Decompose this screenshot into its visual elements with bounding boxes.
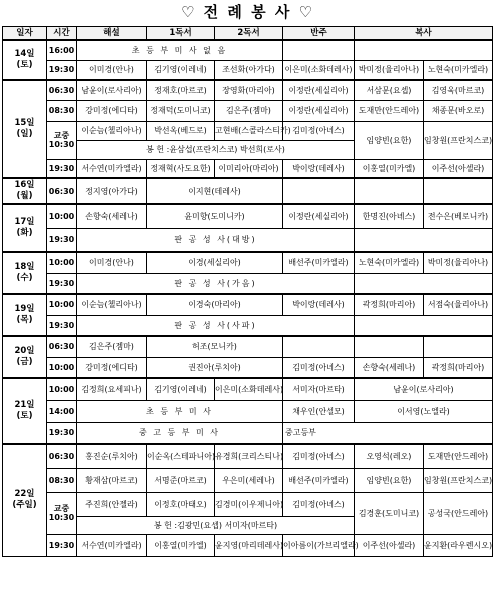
empty-cell bbox=[283, 178, 355, 204]
reading1-cell: 정재호(마르코) bbox=[147, 80, 215, 100]
altar-server-cell: 도재만(안드레아) bbox=[355, 100, 424, 121]
time-cell: 06:30 bbox=[47, 80, 77, 100]
header-row bbox=[3, 27, 493, 41]
table-row bbox=[3, 400, 493, 422]
altar-server-cell: 김경훈(도미니코) bbox=[355, 492, 424, 534]
time-cell: 08:30 bbox=[47, 468, 77, 492]
date-day: (주일) bbox=[12, 500, 37, 511]
date-cell bbox=[3, 204, 47, 252]
altar-server-cell: 이주선(아셀라) bbox=[355, 534, 424, 556]
altar-server-cell: 노현숙(미카엘라) bbox=[424, 60, 493, 80]
altar-server-cell: 임창원(프란치스코) bbox=[424, 121, 493, 159]
header-reading2: 2독서 bbox=[215, 27, 283, 41]
date-cell bbox=[3, 294, 47, 336]
reading1-cell: 이지현(데레사) bbox=[147, 178, 283, 204]
date-number: 14일 bbox=[14, 49, 35, 59]
time-value: 10:30 bbox=[48, 513, 75, 522]
table-row bbox=[3, 468, 493, 492]
page-title: ♡ 전 례 봉 사 ♡ bbox=[181, 3, 314, 21]
commentary-cell: 이미경(안나) bbox=[77, 252, 147, 273]
commentary-cell: 남윤이(로사리아) bbox=[77, 80, 147, 100]
reading1-cell: 이경숙(마리아) bbox=[147, 294, 283, 315]
reading1-cell: 윤미향(도미니카) bbox=[147, 204, 283, 228]
time-cell: 16:00 bbox=[47, 40, 77, 60]
date-cell bbox=[3, 40, 47, 80]
reading1-cell: 박선옥(베드로) bbox=[147, 121, 215, 140]
table-row bbox=[3, 422, 493, 444]
date-cell bbox=[3, 444, 47, 556]
altar-server-cell: 남윤이(로사리아) bbox=[355, 378, 493, 400]
reading2-cell: 유경희(크리스티나) bbox=[215, 444, 283, 468]
time-label: 교중 bbox=[53, 504, 70, 513]
time-cell: 19:30 bbox=[47, 422, 77, 444]
altar-server-cell: 노현숙(미카엘라) bbox=[355, 252, 424, 273]
commentary-cell: 황재삼(마르코) bbox=[77, 468, 147, 492]
date-number: 16일 bbox=[14, 180, 35, 190]
header-time: 시간 bbox=[47, 27, 77, 41]
empty-cell bbox=[283, 40, 355, 60]
reading1-cell: 허조(모니카) bbox=[147, 336, 283, 357]
date-number: 18일 bbox=[14, 262, 35, 272]
table-row bbox=[3, 378, 493, 400]
table-row bbox=[3, 294, 493, 315]
offertory-note: 봉 헌 :윤삼섭(프란치스코) 박선희(로사) bbox=[77, 140, 355, 159]
accompaniment-cell: 김미정(아녜스) bbox=[283, 492, 355, 516]
accompaniment-cell: 이정란(세실리아) bbox=[283, 204, 355, 228]
altar-server-cell: 채종문(바오로) bbox=[424, 100, 493, 121]
reading2-cell: 우은미(세레나) bbox=[215, 468, 283, 492]
time-cell: 10:00 bbox=[47, 378, 77, 400]
altar-server-cell: 곽정희(마리아) bbox=[424, 357, 493, 378]
table-row bbox=[3, 178, 493, 204]
time-cell: 19:30 bbox=[47, 315, 77, 336]
date-day: (토) bbox=[16, 411, 33, 421]
altar-server-cell: 이서영(노엘라) bbox=[355, 400, 493, 422]
commentary-cell: 강미정(에디타) bbox=[77, 357, 147, 378]
commentary-cell: 이순늠(첼리아나) bbox=[77, 294, 147, 315]
time-cell: 08:30 bbox=[47, 100, 77, 121]
commentary-cell: 서수연(미카엘라) bbox=[77, 534, 147, 556]
date-day: (수) bbox=[16, 273, 33, 283]
accompaniment-cell: 김미정(아녜스) bbox=[283, 121, 355, 140]
reading2-cell: 김은주(젬마) bbox=[215, 100, 283, 121]
reading1-cell: 이경(세실리아) bbox=[147, 252, 283, 273]
table-row bbox=[3, 252, 493, 273]
accompaniment-cell: 채우인(안셀모) bbox=[283, 400, 355, 422]
time-cell: 19:30 bbox=[47, 60, 77, 80]
reading2-cell: 김경미(이우제니아) bbox=[215, 492, 283, 516]
table-row bbox=[3, 357, 493, 378]
reading1-cell: 정재덕(도미니코) bbox=[147, 100, 215, 121]
accompaniment-cell: 이정란(세실리아) bbox=[283, 100, 355, 121]
altar-server-cell: 윤지환(라우렌시오) bbox=[424, 534, 493, 556]
altar-server-cell: 손향숙(세레나) bbox=[355, 357, 424, 378]
table-row bbox=[3, 273, 493, 294]
accompaniment-cell: 박이랑(데레사) bbox=[283, 159, 355, 178]
table-row bbox=[3, 315, 493, 336]
date-day: (일) bbox=[16, 129, 33, 139]
commentary-cell: 이미경(안나) bbox=[77, 60, 147, 80]
confession-note: 판 공 성 사(대방) bbox=[77, 228, 355, 252]
accompaniment-cell: 이아름이(가브리엘라) bbox=[283, 534, 355, 556]
table-row bbox=[3, 121, 493, 140]
commentary-cell: 주진희(안젤라) bbox=[77, 492, 147, 516]
date-number: 21일 bbox=[14, 400, 35, 410]
reading1-cell: 김기영(이레네) bbox=[147, 378, 215, 400]
header-commentary: 해설 bbox=[77, 27, 147, 41]
date-cell bbox=[3, 252, 47, 294]
altar-server-cell: 오영석(레오) bbox=[355, 444, 424, 468]
empty-cell bbox=[355, 178, 424, 204]
date-number: 22일 bbox=[14, 489, 35, 500]
time-value: 10:30 bbox=[48, 140, 75, 149]
date-cell bbox=[3, 178, 47, 204]
commentary-cell: 이순늠(첼리아나) bbox=[77, 121, 147, 140]
altar-server-cell: 서점숙(율리아나) bbox=[424, 294, 493, 315]
date-cell bbox=[3, 378, 47, 444]
table-row bbox=[3, 60, 493, 80]
reading1-cell: 서명준(마르코) bbox=[147, 468, 215, 492]
time-cell: 14:00 bbox=[47, 400, 77, 422]
commentary-cell: 정지영(아가다) bbox=[77, 178, 147, 204]
date-cell bbox=[3, 336, 47, 378]
time-cell: 06:30 bbox=[47, 336, 77, 357]
date-number: 15일 bbox=[14, 118, 35, 128]
date-day: (금) bbox=[16, 357, 33, 367]
time-cell: 10:00 bbox=[47, 204, 77, 228]
reading1-cell: 정재혁(사도요한) bbox=[147, 159, 215, 178]
empty-cell bbox=[355, 336, 424, 357]
header-reading1: 1독서 bbox=[147, 27, 215, 41]
reading2-cell: 장영화(마리아) bbox=[215, 80, 283, 100]
reading1-cell: 이정호(마태오) bbox=[147, 492, 215, 516]
altar-server-cell: 박미정(율리아나) bbox=[355, 60, 424, 80]
liturgy-schedule-table bbox=[2, 26, 493, 557]
reading2-cell: 이미리아(마리아) bbox=[215, 159, 283, 178]
time-cell: 10:00 bbox=[47, 357, 77, 378]
time-cell bbox=[47, 121, 77, 159]
commentary-cell: 김정희(요세피나) bbox=[77, 378, 147, 400]
empty-cell bbox=[424, 336, 493, 357]
altar-server-cell: 임창원(프란치스코) bbox=[424, 468, 493, 492]
altar-server-cell: 김영욱(마르코) bbox=[424, 80, 493, 100]
empty-cell bbox=[355, 40, 493, 60]
altar-server-cell: 이주선(아셀라) bbox=[424, 159, 493, 178]
reading1-cell: 이순옥(스테파니아) bbox=[147, 444, 215, 468]
altar-server-cell: 도재만(안드레아) bbox=[424, 444, 493, 468]
table-row bbox=[3, 492, 493, 516]
empty-cell bbox=[424, 178, 493, 204]
reading1-cell: 권진아(루치아) bbox=[147, 357, 283, 378]
time-cell: 10:00 bbox=[47, 294, 77, 315]
time-cell: 06:30 bbox=[47, 444, 77, 468]
confession-note: 판 공 성 사(가음) bbox=[77, 273, 355, 294]
span-note: 초 등 부 미 사 없 음 bbox=[77, 40, 283, 60]
commentary-cell: 손향숙(세레나) bbox=[77, 204, 147, 228]
reading2-cell: 고현배(스콜라스티카) bbox=[215, 121, 283, 140]
date-day: (목) bbox=[16, 315, 33, 325]
altar-server-cell: 한명진(아녜스) bbox=[355, 204, 424, 228]
commentary-cell: 서수연(미카엘라) bbox=[77, 159, 147, 178]
header-accompaniment: 반주 bbox=[283, 27, 355, 41]
altar-server-cell: 임양빈(요한) bbox=[355, 468, 424, 492]
time-cell: 19:30 bbox=[47, 228, 77, 252]
table-row bbox=[3, 444, 493, 468]
reading2-cell: 윤지영(마리데레사) bbox=[215, 534, 283, 556]
altar-server-cell: 전수은(베로니카) bbox=[424, 204, 493, 228]
time-cell bbox=[47, 492, 77, 534]
time-cell: 06:30 bbox=[47, 178, 77, 204]
table-row bbox=[3, 80, 493, 100]
table-row bbox=[3, 159, 493, 178]
altar-server-cell: 공성국(안드레아) bbox=[424, 492, 493, 534]
date-day: (월) bbox=[16, 191, 33, 201]
accompaniment-cell: 배선주(미카엘라) bbox=[283, 468, 355, 492]
table-row bbox=[3, 228, 493, 252]
accompaniment-cell: 박이랑(데레사) bbox=[283, 294, 355, 315]
time-label: 교중 bbox=[53, 131, 70, 140]
header-altar-server: 복사 bbox=[355, 27, 493, 41]
accompaniment-cell: 중고등부 bbox=[283, 422, 493, 444]
time-cell: 19:30 bbox=[47, 159, 77, 178]
table-row bbox=[3, 336, 493, 357]
confession-note: 판 공 성 사(사파) bbox=[77, 315, 355, 336]
accompaniment-cell: 김미정(아녜스) bbox=[283, 444, 355, 468]
empty-cell bbox=[355, 228, 493, 252]
accompaniment-cell: 이정란(세실리아) bbox=[283, 80, 355, 100]
commentary-cell: 강미정(에디타) bbox=[77, 100, 147, 121]
table-row bbox=[3, 40, 493, 60]
table-row bbox=[3, 534, 493, 556]
reading2-cell: 조선화(아가다) bbox=[215, 60, 283, 80]
date-number: 19일 bbox=[14, 304, 35, 314]
empty-cell bbox=[283, 336, 355, 357]
table-row bbox=[3, 100, 493, 121]
mass-note: 중 고 등 부 미 사 bbox=[77, 422, 283, 444]
accompaniment-cell: 김미정(아녜스) bbox=[283, 357, 355, 378]
mass-note: 초 등 부 미 사 bbox=[77, 400, 283, 422]
date-number: 20일 bbox=[14, 346, 35, 356]
altar-server-cell: 박미정(율리아나) bbox=[424, 252, 493, 273]
offertory-note: 봉 헌 :김광민(요셉) 서미자(마르타) bbox=[77, 516, 355, 534]
date-number: 17일 bbox=[14, 217, 35, 227]
empty-cell bbox=[355, 315, 493, 336]
reading2-cell: 이은미(소화데레사) bbox=[215, 378, 283, 400]
commentary-cell: 김은주(젬마) bbox=[77, 336, 147, 357]
time-cell: 19:30 bbox=[47, 273, 77, 294]
accompaniment-cell: 배선주(미카엘라) bbox=[283, 252, 355, 273]
table-row bbox=[3, 204, 493, 228]
date-cell bbox=[3, 80, 47, 178]
altar-server-cell: 임양빈(요한) bbox=[355, 121, 424, 159]
accompaniment-cell: 서미자(마르타) bbox=[283, 378, 355, 400]
altar-server-cell: 이홍열(미카엘) bbox=[355, 159, 424, 178]
empty-cell bbox=[355, 273, 493, 294]
date-day: (토) bbox=[16, 60, 33, 70]
time-cell: 10:00 bbox=[47, 252, 77, 273]
altar-server-cell: 곽정희(마리아) bbox=[355, 294, 424, 315]
date-day: (화) bbox=[16, 228, 33, 238]
reading1-cell: 김기영(이레네) bbox=[147, 60, 215, 80]
header-date: 일자 bbox=[3, 27, 47, 41]
reading1-cell: 이홍열(미카엘) bbox=[147, 534, 215, 556]
commentary-cell: 홍진순(루치아) bbox=[77, 444, 147, 468]
altar-server-cell: 서삼문(요셉) bbox=[355, 80, 424, 100]
accompaniment-cell: 이은미(소화데레사) bbox=[283, 60, 355, 80]
time-cell: 19:30 bbox=[47, 534, 77, 556]
